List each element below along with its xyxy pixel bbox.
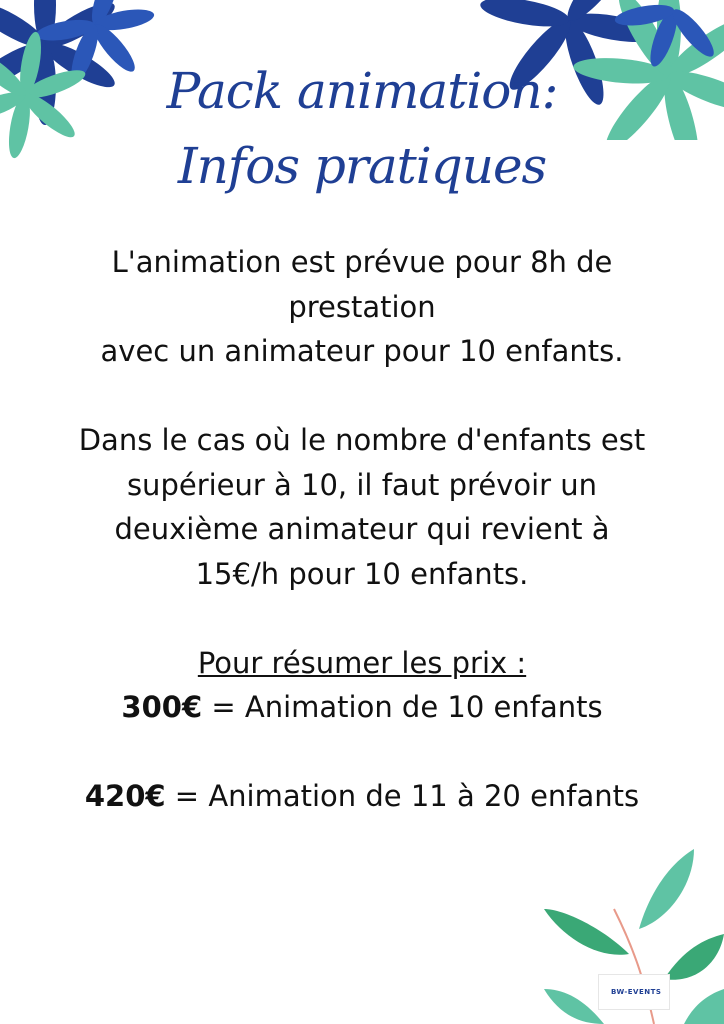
page-title-line-2: Infos pratiques: [177, 137, 547, 195]
spacer: [40, 596, 684, 641]
price-line-2: [40, 774, 684, 819]
price-amount: 300€: [121, 690, 203, 724]
extra-line-2: supérieur à 10, il faut prévoir un: [126, 467, 598, 502]
price-description: = Animation de 11 à 20 enfants: [165, 779, 640, 813]
brand-logo: [598, 974, 670, 1010]
spacer: [40, 374, 684, 419]
spacer: [40, 730, 684, 775]
price-line-1: [40, 685, 684, 730]
extra-line-3: deuxième animateur qui revient à: [114, 512, 610, 546]
intro-line-3: avec un animateur pour 10 enfants.: [100, 334, 624, 368]
intro-line-1: L'animation est prévue pour 8h de: [111, 245, 613, 279]
extra-line-1: Dans le cas où le nombre d'enfants est: [78, 423, 646, 457]
intro-line-2: prestation: [288, 289, 436, 324]
page-title-line-1: Pack animation:: [166, 62, 558, 120]
price-amount: 420€: [84, 779, 166, 813]
info-body: [40, 240, 684, 819]
price-description: = Animation de 10 enfants: [202, 690, 603, 724]
summary-heading: Pour résumer les prix :: [197, 645, 527, 680]
brand-logo-text: BW-EVENTS: [611, 988, 662, 996]
extra-line-4: 15€/h pour 10 enfants.: [195, 556, 529, 591]
